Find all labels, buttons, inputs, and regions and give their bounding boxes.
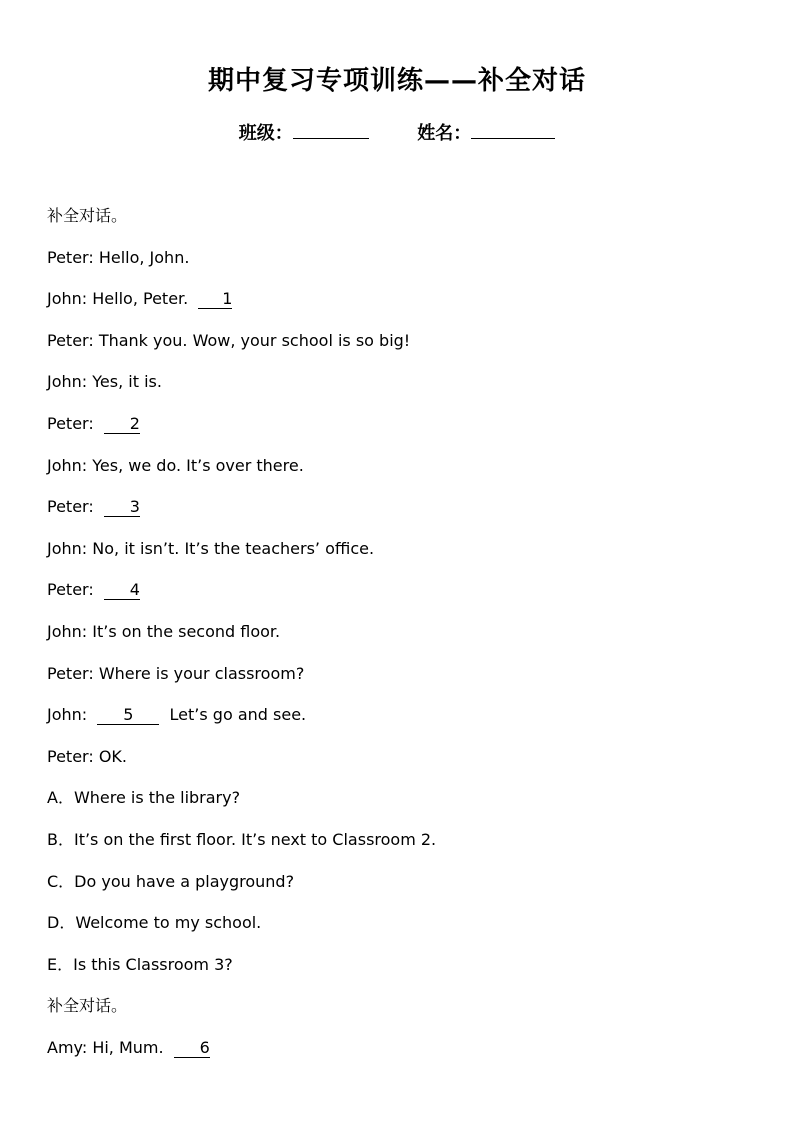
dialogue-line <box>47 364 747 406</box>
answer-blank-3[interactable]: 3 <box>104 498 140 517</box>
dialogue-line <box>47 1030 747 1072</box>
dialogue-text: John: No, it isn’t. It’s the teachers’ office. <box>47 538 375 558</box>
answer-blank-4[interactable]: 4 <box>104 581 140 600</box>
dialogue-line <box>47 697 747 739</box>
dialogue-line <box>47 614 747 656</box>
section2-instruction: 补全对话。 <box>47 996 128 1016</box>
student-info <box>0 120 794 147</box>
dialogue-text: John: Hello, Peter. <box>47 289 199 309</box>
dialogue-line <box>47 240 747 282</box>
option-d: D．Welcome to my school. <box>47 913 262 933</box>
dialogue-text: John: It’s on the second floor. <box>47 621 281 641</box>
name-blank[interactable] <box>471 120 555 139</box>
dialogue-line <box>47 323 747 365</box>
name-label: 姓名： <box>417 123 472 144</box>
section1-instruction: 补全对话。 <box>47 206 128 225</box>
dialogue-text: Let’s go and see. <box>159 705 307 725</box>
dialogue-line <box>47 739 747 781</box>
class-label: 班级： <box>238 123 293 144</box>
dialogue-line <box>47 656 747 698</box>
option-c: C．Do you have a playground? <box>47 871 295 891</box>
dialogue-text: Peter: <box>47 497 104 517</box>
option-e: E．Is this Classroom 3? <box>47 954 233 974</box>
dialogue-line <box>47 572 747 614</box>
dialogue-line <box>47 406 747 448</box>
dialogue-text: John: Yes, we do. It’s over there. <box>47 455 304 475</box>
dialogue-text: John: Yes, it is. <box>47 372 162 392</box>
class-blank[interactable] <box>293 120 369 139</box>
dialogue-text: Peter: <box>47 413 104 433</box>
dialogue-text: Peter: <box>47 580 104 600</box>
dialogue-line <box>47 281 747 323</box>
exercise-body <box>47 198 747 1071</box>
dialogue-text: Peter: OK. <box>47 746 127 766</box>
dialogue-line <box>47 489 747 531</box>
dialogue-line <box>47 448 747 490</box>
dialogue-text: Peter: Thank you. Wow, your school is so big! <box>47 330 411 350</box>
page-title: 期中复习专项训练——补全对话 <box>207 66 586 96</box>
dialogue-text: John: <box>47 705 98 725</box>
answer-blank-5[interactable]: 5 <box>97 706 159 725</box>
dialogue-text: Peter: Where is your classroom? <box>47 663 305 683</box>
dialogue-text: Peter: Hello, John. <box>47 247 190 267</box>
answer-blank-6[interactable]: 6 <box>174 1039 210 1058</box>
option-b: B．It’s on the first floor. It’s next to Classroom 2. <box>47 829 437 849</box>
answer-blank-2[interactable]: 2 <box>104 415 140 434</box>
option-a: A．Where is the library? <box>47 788 241 808</box>
name-field <box>417 120 555 147</box>
answer-blank-1[interactable]: 1 <box>198 290 232 309</box>
dialogue-text: Amy: Hi, Mum. <box>47 1037 174 1057</box>
class-field <box>239 120 369 147</box>
dialogue-line <box>47 531 747 573</box>
